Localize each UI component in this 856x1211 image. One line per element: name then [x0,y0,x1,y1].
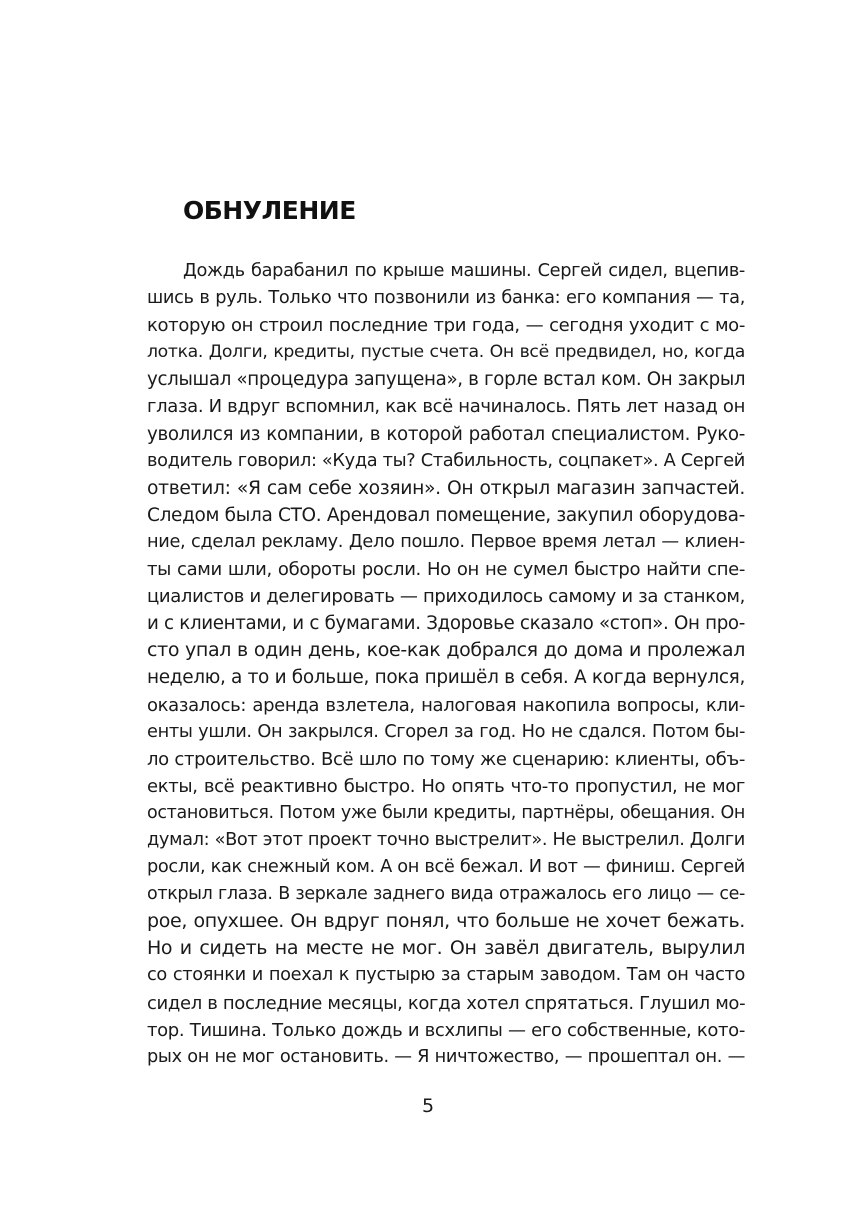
text-line: сто упал в один день, кое-как добрался до дома и пролежал [147,639,745,662]
text-line: шись в руль. Только что позвонили из банка: его компания — та, [147,288,745,309]
text-line: енты ушли. Он закрылся. Сгорел за год. Но не сдался. Потом бы- [147,721,745,742]
text-line: открыл глаза. В зеркале заднего вида отражалось его лицо — се- [147,884,745,905]
text-line: ло строительство. Всё шло по тому же сценарию: клиенты, объ- [147,748,745,770]
text-line: екты, всё реактивно быстро. Но опять что-то пропустил, не мог [147,775,745,797]
text-line: сидел в последние месяцы, когда хотел спрятаться. Глушил мо- [147,992,746,1014]
text-line: оказалось: аренда взлетела, налоговая накопила вопросы, кли- [147,694,745,716]
text-line: услышал «процедура запущена», в горле встал ком. Он закрыл [147,369,746,391]
text-line: ние, сделал рекламу. Дело пошло. Первое время летал — клиен- [147,531,745,552]
text-line: рое, опухшее. Он вдруг понял, что больше не хочет бежать. [147,910,745,933]
text-line: которую он строил последние три года, — сегодня уходит с мо- [147,315,745,337]
text-line: рых он не мог остановить. — Я ничтожество, — прошептал он. — [147,1046,745,1067]
text-line: тор. Тишина. Только дождь и всхлипы — его собственные, кото- [147,1019,745,1041]
text-line: лотка. Долги, кредиты, пустые счета. Он всё предвидел, но, когда [147,342,745,363]
page-number: 5 [421,1095,435,1117]
text-line: водитель говорил: «Куда ты? Стабильность, соцпакет». А Сергей [147,450,745,471]
text-line: уволился из компании, в которой работал специалистом. Руко- [147,423,745,445]
text-line: со стоянки и поехал к пустырю за старым заводом. Там он часто [147,965,745,986]
text-line: ответил: «Я сам себе хозяин». Он открыл магазин запчастей. [147,477,745,499]
text-line: и с клиентами, и с бумагами. Здоровье сказало «стоп». Он про- [147,613,745,635]
text-line: Следом была СТО. Арендовал помещение, закупил оборудова- [147,504,745,526]
text-line: росли, как снежный ком. А он всё бежал. И вот — финиш. Сергей [147,857,745,878]
text-line: глаза. И вдруг вспомнил, как всё начиналось. Пять лет назад он [147,396,745,418]
text-line: думал: «Вот этот проект точно выстрелит». Не выстрелил. Долги [147,829,745,850]
text-line: циалистов и делегировать — приходилось самому и за станком, [147,586,745,608]
text-line: неделю, а то и больше, пока пришёл в себя. А когда вернулся, [147,667,745,689]
text-line: остановиться. Потом уже были кредиты, партнёры, обещания. Он [147,802,745,823]
text-line: ты сами шли, обороты росли. Но он не сумел быстро найти спе- [147,559,745,581]
body-paragraph [147,258,745,1071]
text-line: Дождь барабанил по крыше машины. Сергей сидел, вцепив- [183,261,745,281]
text-line: Но и сидеть на месте не мог. Он завёл двигатель, вырулил [147,937,745,960]
chapter-title: ОБНУЛЕНИЕ [183,196,356,225]
